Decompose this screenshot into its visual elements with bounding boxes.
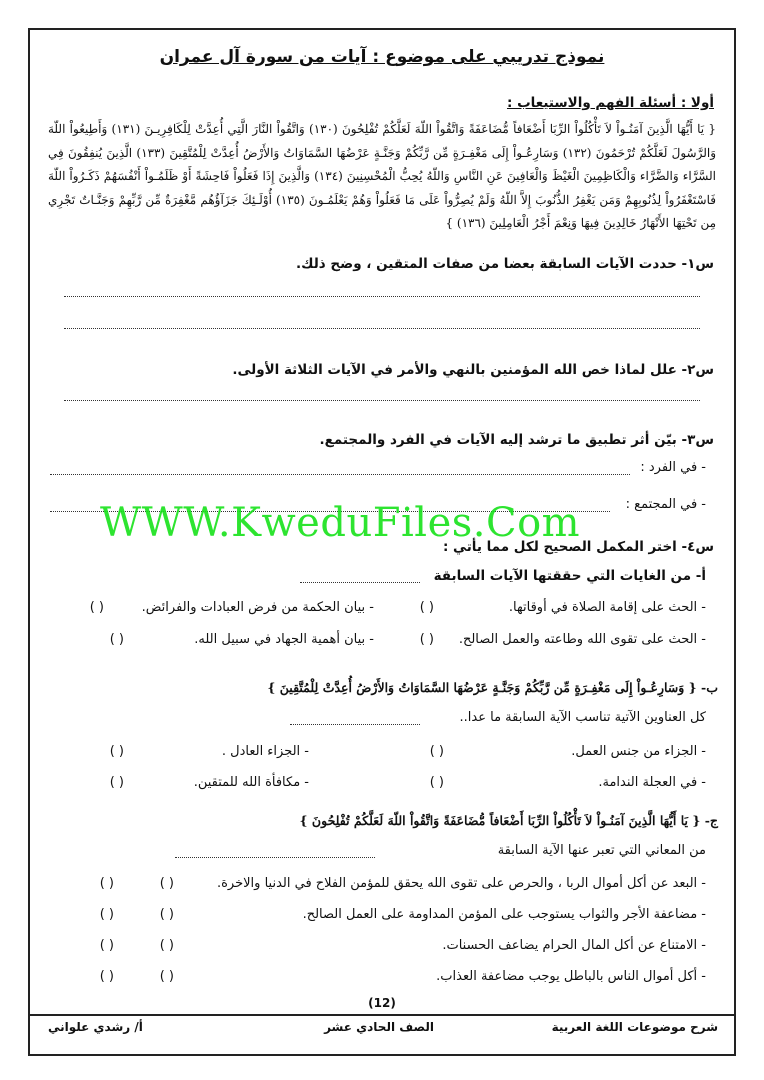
q4b-option: - في العجلة الندامة. <box>598 775 706 790</box>
q4b-subheading: كل العناوين الآتية تناسب الآية السابقة ما عدا.. <box>459 710 706 725</box>
q3-society-label: - في المجتمع : <box>625 497 706 512</box>
q4a-option: - بيان أهمية الجهاد في سبيل الله. <box>194 632 374 647</box>
q4c-option: - مضاعفة الأجر والثواب يستوجب على المؤمن المداومة على العمل الصالح. <box>302 907 706 922</box>
answer-box[interactable]: ( ) <box>109 632 124 647</box>
q4a-heading: أ- من الغايات التي حققتها الآيات السابقة <box>433 568 706 584</box>
answer-box[interactable]: ( ) <box>429 775 444 790</box>
answer-line <box>290 724 420 725</box>
answer-box[interactable]: ( ) <box>159 969 174 984</box>
answer-box[interactable]: ( ) <box>419 632 434 647</box>
verse-text: { يَا أَيُّهَا الَّذِينَ آمَنُـواْ لاَ تَأْكُلُواْ الرِّبَا أَضْعَافاً مُّضَاعَفَةً وَاتَّقُواْ اللّهَ لَعَلَّكُمْ تُفْلِحُونَ (١٣٠) وَاتَّقُواْ النَّارَ الَّتِي أُعِدَّتْ لِلْكَافِرِيـنَ (١٣١) وَأَطِيعُواْ اللّهَ وَالرَّسُولَ لَعَلَّكُمْ تُرْحَمُونَ (١٣٢) وَسَارِعُـواْ إِلَى مَغْفِـرَةٍ مِّن رَّبِّكُمْ وَجَنَّـةٍ عَرْضُهَا السَّمَاوَاتُ وَالأَرْضُ أُعِدَّتْ لِلْمُتَّقِينَ (١٣٣) الَّذِينَ يُنفِقُونَ فِي السَّرَّاء وَالضَّرَّاء وَالْكَاظِمِينَ الْغَيْظَ وَالْعَافِينَ عَنِ النَّاسِ وَاللّهُ يُحِبُّ الْمُحْسِنِينَ (١٣٤) وَالَّذِينَ إِذَا فَعَلُواْ فَاحِشَةً أَوْ ظَلَمُـواْ أَنْفُسَهُمْ ذَكَـرُواْ اللّهَ فَاسْتَغْفَرُواْ لِذُنُوبِهِمْ وَمَن يَغْفِرُ الذُّنُوبَ إِلاَّ اللّهُ وَلَمْ يُصِرُّواْ عَلَى مَا فَعَلُواْ وَهُمْ يَعْلَمُـونَ (١٣٥) أُوْلَـئِكَ جَزَآؤُهُم مَّغْفِرَةٌ مِّن رَّبِّهِمْ وَجَنَّـاتٌ تَجْرِي مِن تَحْتِهَا الأَنْهَارُ خَالِدِينَ فِيهَا وَنِعْمَ أَجْرُ الْعَامِلِينَ (١٣٦) } <box>48 122 717 230</box>
answer-box[interactable]: ( ) <box>99 876 114 891</box>
q4c-option: - أكل أموال الناس بالباطل يوجب مضاعفة العذاب. <box>436 969 706 984</box>
footer-grade: الصف الحادي عشر <box>324 1020 434 1034</box>
answer-box[interactable]: ( ) <box>99 969 114 984</box>
answer-box[interactable]: ( ) <box>109 775 124 790</box>
question-3: س٣- بيّن أثر تطبيق ما ترشد إليه الآيات في الفرد والمجتمع. <box>319 432 714 448</box>
answer-box[interactable]: ( ) <box>159 876 174 891</box>
answer-box[interactable]: ( ) <box>109 744 124 759</box>
question-1: س١- حددت الآيات السابقة بعضا من صفات المتقين ، وضح ذلك. <box>296 256 714 272</box>
question-4: س٤- اختر المكمل الصحيح لكل مما يأتي : <box>442 539 714 555</box>
answer-line <box>175 857 375 858</box>
q4b-option: - مكافأة الله للمتقين. <box>193 775 309 790</box>
q4c-subheading: من المعاني التي تعبر عنها الآية السابقة <box>497 843 706 858</box>
answer-line <box>64 400 700 401</box>
watermark-text: WWW.KweduFiles.Com <box>100 500 581 546</box>
page-title: نموذج تدريبي على موضوع : آيات من سورة آل عمران <box>159 47 605 67</box>
q4a-option: - الحث على إقامة الصلاة في أوقاتها. <box>508 600 706 615</box>
footer-course: شرح موضوعات اللغة العربية <box>551 1020 718 1034</box>
answer-line <box>50 474 630 475</box>
answer-box[interactable]: ( ) <box>89 600 104 615</box>
q4c-option: - الامتناع عن أكل المال الحرام يضاعف الحسنات. <box>442 938 706 953</box>
section-heading: أولا : أسئلة الفهم والاستيعاب : <box>506 95 714 111</box>
answer-box[interactable]: ( ) <box>99 907 114 922</box>
footer-author: أ/ رشدي علواني <box>48 1020 143 1034</box>
answer-line <box>64 296 700 297</box>
page-number: (12) <box>368 996 396 1010</box>
answer-box[interactable]: ( ) <box>159 938 174 953</box>
q4b-option: - الجزاء العادل . <box>221 744 309 759</box>
answer-box[interactable]: ( ) <box>99 938 114 953</box>
answer-box[interactable]: ( ) <box>159 907 174 922</box>
footer-divider <box>30 1014 734 1016</box>
answer-line <box>300 582 420 583</box>
q4a-option: - الحث على تقوى الله وطاعته والعمل الصالح. <box>458 632 706 647</box>
q4a-option: - بيان الحكمة من فرض العبادات والفرائض. <box>141 600 374 615</box>
q4b-heading: ب- { وَسَارِعُـواْ إِلَى مَغْفِـرَةٍ مِّن رَّبِّكُمْ وَجَنَّـةٍ عَرْضُهَا السَّمَاوَاتُ وَالأَرْضُ أُعِدَّتْ لِلْمُتَّقِينَ } <box>267 680 718 695</box>
answer-box[interactable]: ( ) <box>429 744 444 759</box>
q4c-option: - البعد عن أكل أموال الربا ، والحرص على تقوى الله يحقق للمؤمن الفلاح في الدنيا والاخرة. <box>216 876 706 891</box>
q3-individual-label: - في الفرد : <box>640 460 706 475</box>
answer-line <box>64 328 700 329</box>
question-2: س٢- علل لماذا خص الله المؤمنين بالنهي والأمر في الآيات الثلاثة الأولى. <box>232 362 714 378</box>
q4b-option: - الجزاء من جنس العمل. <box>571 744 706 759</box>
answer-box[interactable]: ( ) <box>419 600 434 615</box>
q4c-heading: ج- { يَا أَيُّهَا الَّذِينَ آمَنُـواْ لاَ تَأْكُلُواْ الرِّبَا أَضْعَافاً مُّضَاعَفَةً وَاتَّقُواْ اللّهَ لَعَلَّكُمْ تُفْلِحُونَ } <box>299 813 718 828</box>
